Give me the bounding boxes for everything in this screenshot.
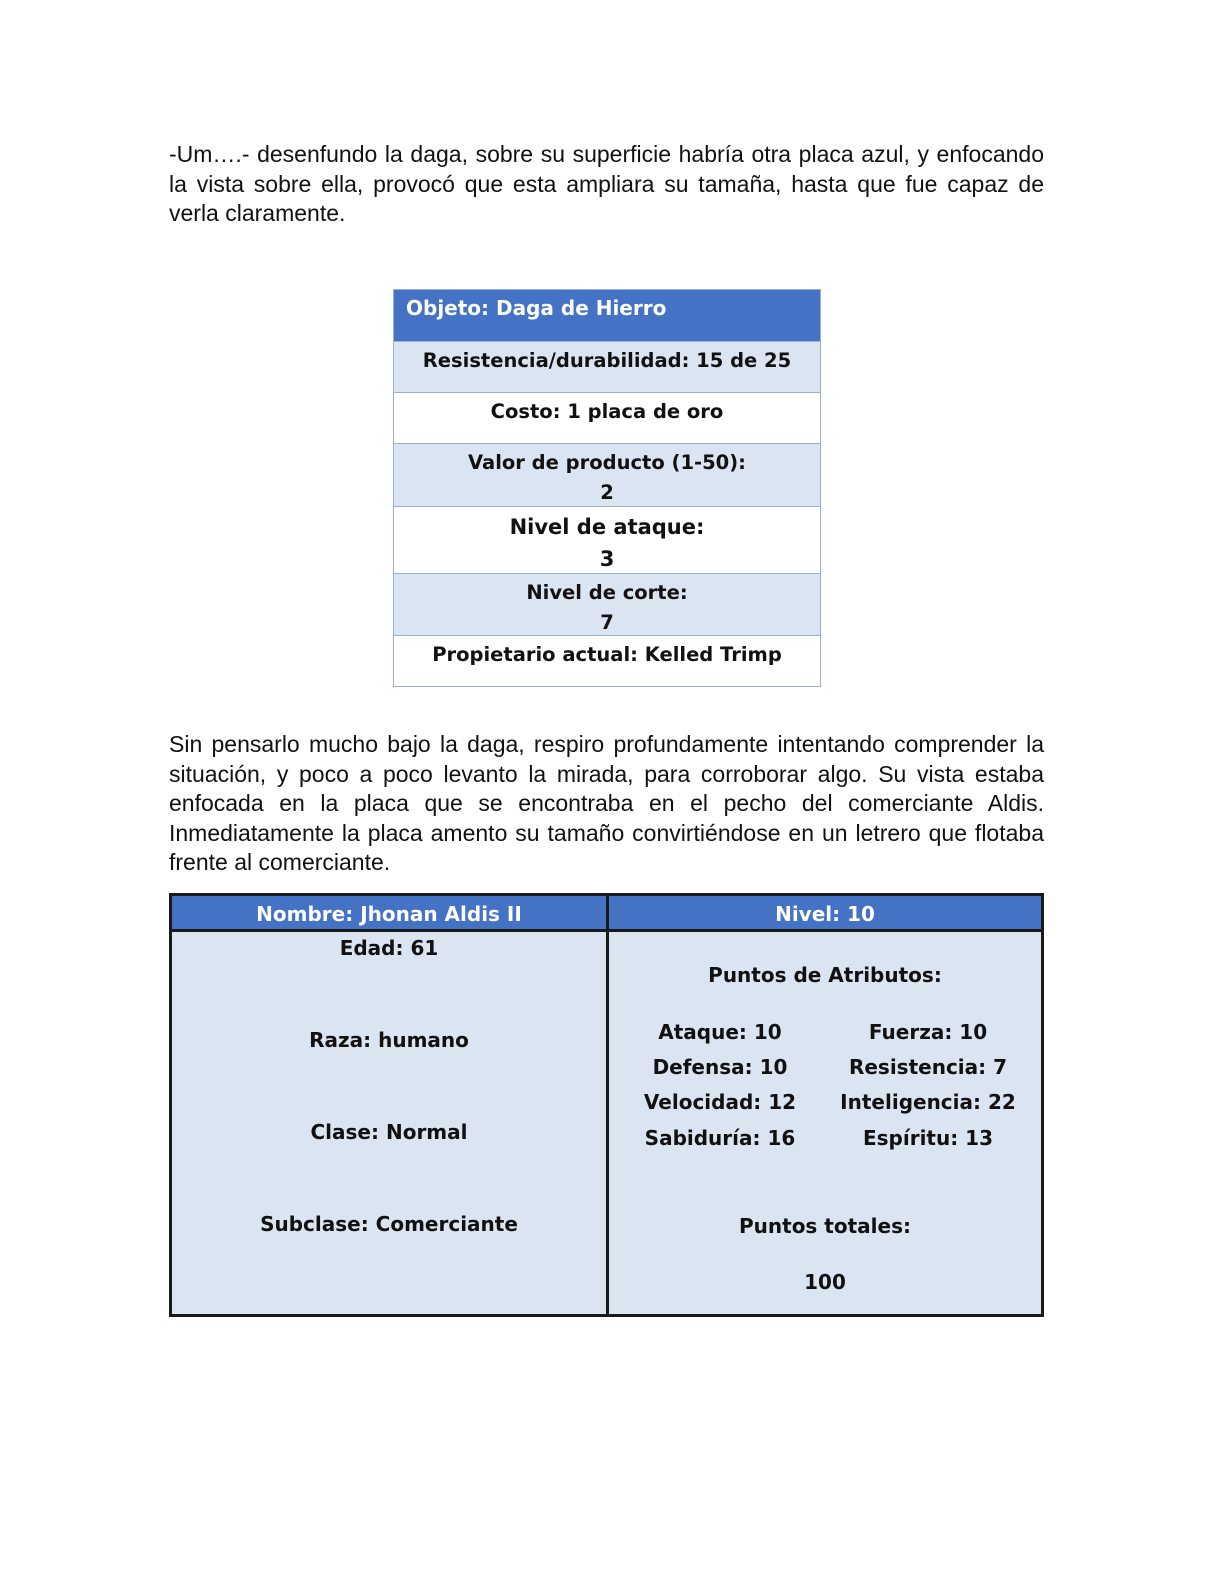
item-durability: Resistencia/durabilidad: 15 de 25 <box>394 341 820 392</box>
paragraph-merchant: Sin pensarlo mucho bajo la daga, respiro profundamente intentando comprender la situación, y poco a poco levanto la mirada, para corroborar algo. Su vista estaba enfocada en la placa que se encontraba en el pecho del comerciante Aldis. Inmediatamente la placa amento su tamaño convirtiéndose en un letrero que flotaba frente al comerciante. <box>169 731 1044 875</box>
item-cut: 7 <box>600 611 614 634</box>
item-attack: 3 <box>599 547 615 571</box>
character-age: Edad: 61 <box>339 936 439 960</box>
attr-defense: Defensa: 10 <box>652 1055 788 1079</box>
item-cost: Costo: 1 placa de oro <box>394 392 820 443</box>
character-class: Clase: Normal <box>310 1120 468 1144</box>
column-divider <box>606 896 609 1314</box>
character-status-table <box>169 893 1044 1317</box>
item-status-table <box>393 289 821 687</box>
total-points: 100 <box>804 1270 846 1294</box>
item-attack-label: Nivel de ataque: <box>509 515 705 539</box>
item-value-label: Valor de producto (1-50): <box>468 451 746 474</box>
attr-spirit: Espíritu: 13 <box>862 1126 994 1150</box>
attr-wisdom: Sabiduría: 16 <box>644 1126 796 1150</box>
attr-resistance: Resistencia: 7 <box>848 1055 1008 1079</box>
item-attack-row <box>394 506 820 573</box>
character-race: Raza: humano <box>309 1028 469 1052</box>
attributes-title: Puntos de Atributos: <box>708 963 942 987</box>
attr-strength: Fuerza: 10 <box>868 1020 988 1044</box>
paragraph-intro: -Um….- desenfundo la daga, sobre su superficie habría otra placa azul, y enfocando la vista sobre ella, provocó que esta ampliara su tamaña, hasta que fue capaz de verla claramente. <box>169 141 1044 226</box>
item-owner: Propietario actual: Kelled Trimp <box>394 635 820 686</box>
attr-speed: Velocidad: 12 <box>643 1090 797 1114</box>
item-value-row <box>394 443 820 506</box>
attr-attack: Ataque: 10 <box>658 1020 782 1044</box>
character-subclass: Subclase: Comerciante <box>260 1212 518 1236</box>
character-name: Nombre: Jhonan Aldis II <box>256 902 522 926</box>
item-value: 2 <box>600 481 614 504</box>
item-cut-label: Nivel de corte: <box>526 581 688 604</box>
item-cut-row <box>394 573 820 635</box>
item-header: Objeto: Daga de Hierro <box>394 290 820 341</box>
character-level: Nivel: 10 <box>775 902 875 926</box>
total-points-label: Puntos totales: <box>739 1214 911 1238</box>
attr-intelligence: Inteligencia: 22 <box>840 1090 1016 1114</box>
